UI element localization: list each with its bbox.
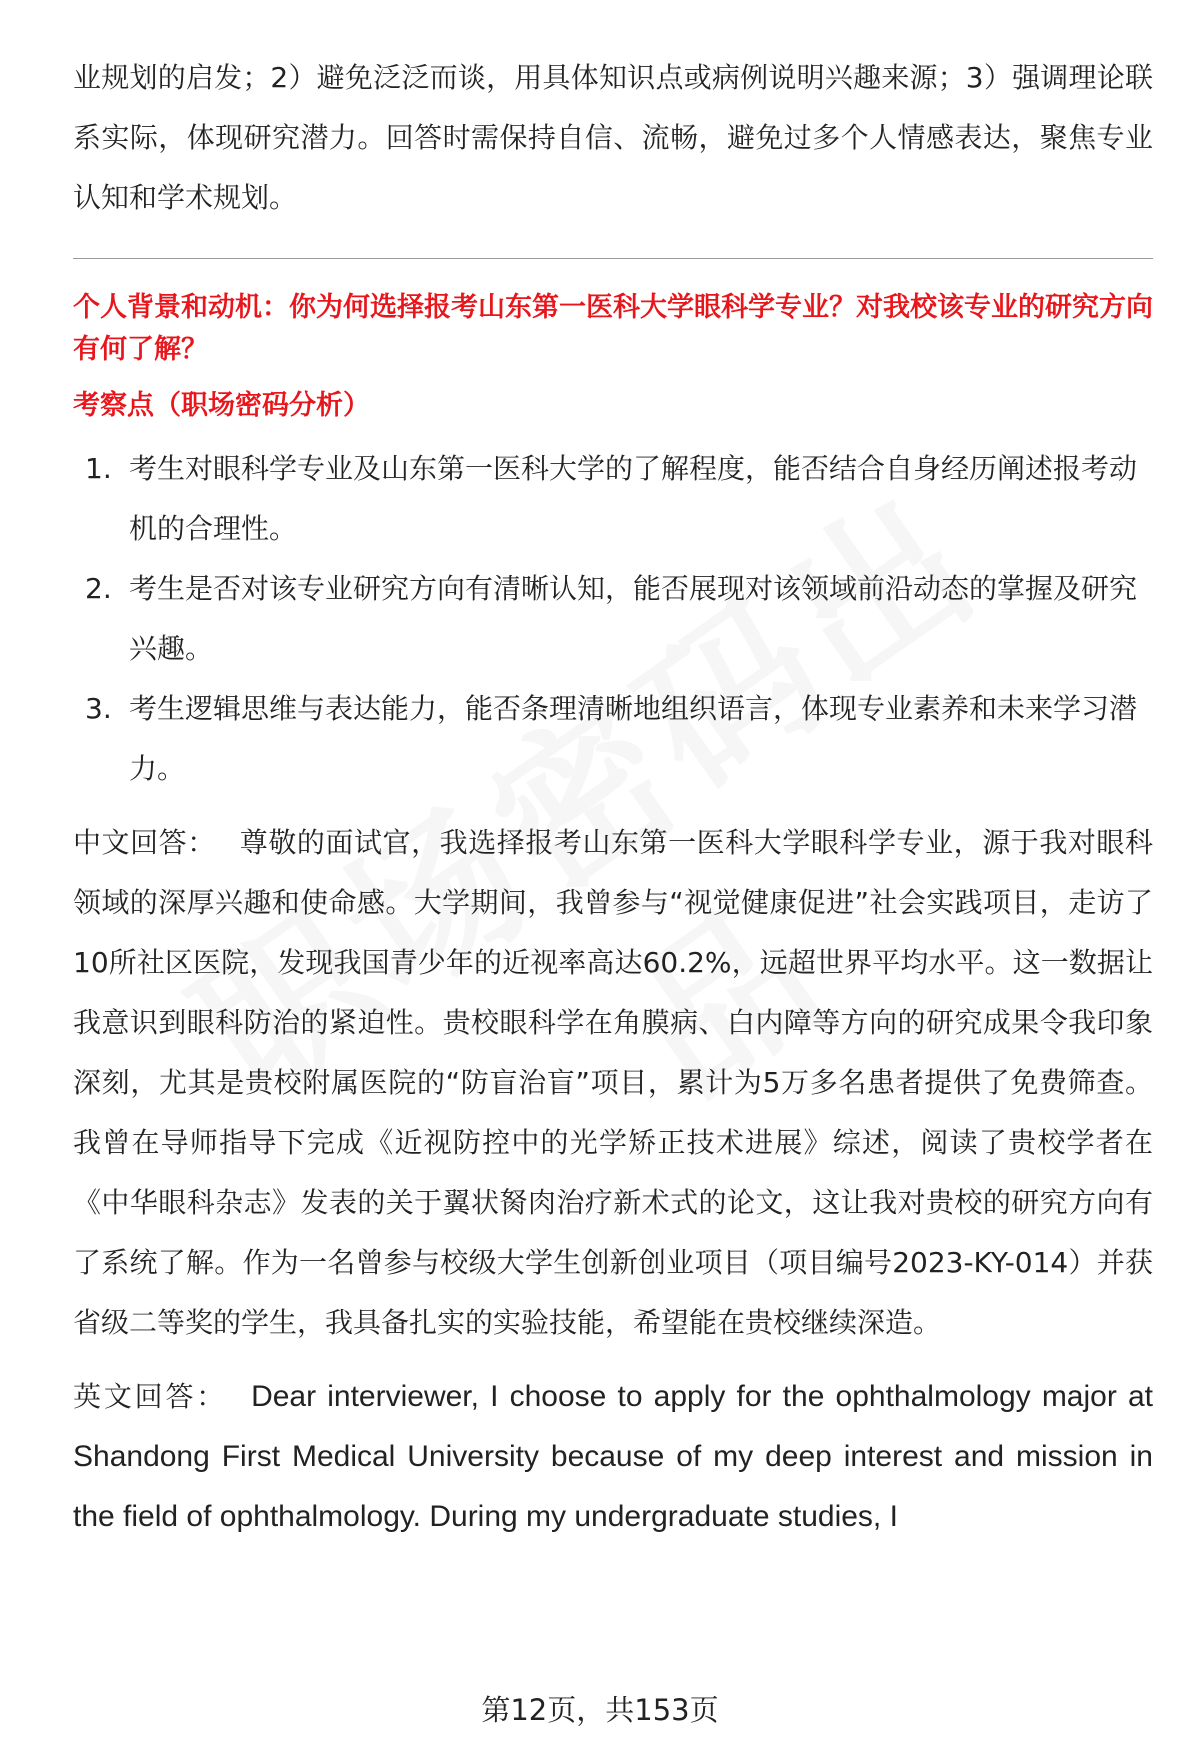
page-footer: 第12页，共153页	[481, 1693, 719, 1727]
list-item-text: 考生逻辑思维与表达能力，能否条理清晰地组织语言，体现专业素养和未来学习潜力。	[129, 692, 1138, 785]
list-item-text: 考生是否对该专业研究方向有清晰认知，能否展现对该领域前沿动态的掌握及研究兴趣。	[129, 572, 1138, 665]
chinese-answer	[73, 813, 1153, 1353]
list-item	[73, 439, 1153, 559]
chinese-answer-label: 中文回答：	[73, 826, 216, 859]
list-item	[73, 679, 1153, 799]
chinese-answer-text: 尊敬的面试官，我选择报考山东第一医科大学眼科学专业，源于我对眼科领域的深厚兴趣和使命感。大学期间，我曾参与“视觉健康促进”社会实践项目，走访了10所社区医院，发现我国青少年的近视率高达60.2%，远超世界平均水平。这一数据让我意识到眼科防治的紧迫性。贵校眼科学在角膜病、白内障等方向的研究成果令我印象深刻，尤其是贵校附属医院的“防盲治盲”项目，累计为5万多名患者提供了免费筛查。我曾在导师指导下完成《近视防控中的光学矫正技术进展》综述，阅读了贵校学者在《中华眼科杂志》发表的关于翼状胬肉治疗新术式的论文，这让我对贵校的研究方向有了系统了解。作为一名曾参与校级大学生创新创业项目（项目编号2023-KY-014）并获省级二等奖的学生，我具备扎实的实验技能，希望能在贵校继续深造。	[73, 826, 1153, 1339]
assessment-points-list	[73, 439, 1153, 799]
list-item-text: 考生对眼科学专业及山东第一医科大学的了解程度，能否结合自身经历阐述报考动机的合理性。	[129, 452, 1138, 545]
english-answer	[73, 1367, 1153, 1547]
assessment-heading: 考察点（职场密码分析）	[73, 390, 370, 421]
list-item	[73, 559, 1153, 679]
section-divider	[73, 258, 1153, 259]
question-title: 个人背景和动机：你为何选择报考山东第一医科大学眼科学专业？对我校该专业的研究方向有何了解？	[73, 292, 1153, 365]
document-page	[73, 48, 1153, 1561]
list-number: 2.	[85, 572, 112, 605]
intro-paragraph: 业规划的启发；2）避免泛泛而谈，用具体知识点或病例说明兴趣来源；3）强调理论联系实际，体现研究潜力。回答时需保持自信、流畅，避免过多个人情感表达，聚焦专业认知和学术规划。	[73, 61, 1153, 214]
english-answer-text: Dear interviewer, I choose to apply for the ophthalmology major at Shandong First Medical University because of my deep interest and mission in the field of ophthalmology. During my undergraduate studies, I	[73, 1380, 1153, 1533]
english-answer-label: 英文回答：	[73, 1380, 228, 1413]
list-number: 3.	[85, 692, 112, 725]
list-number: 1.	[85, 452, 112, 485]
